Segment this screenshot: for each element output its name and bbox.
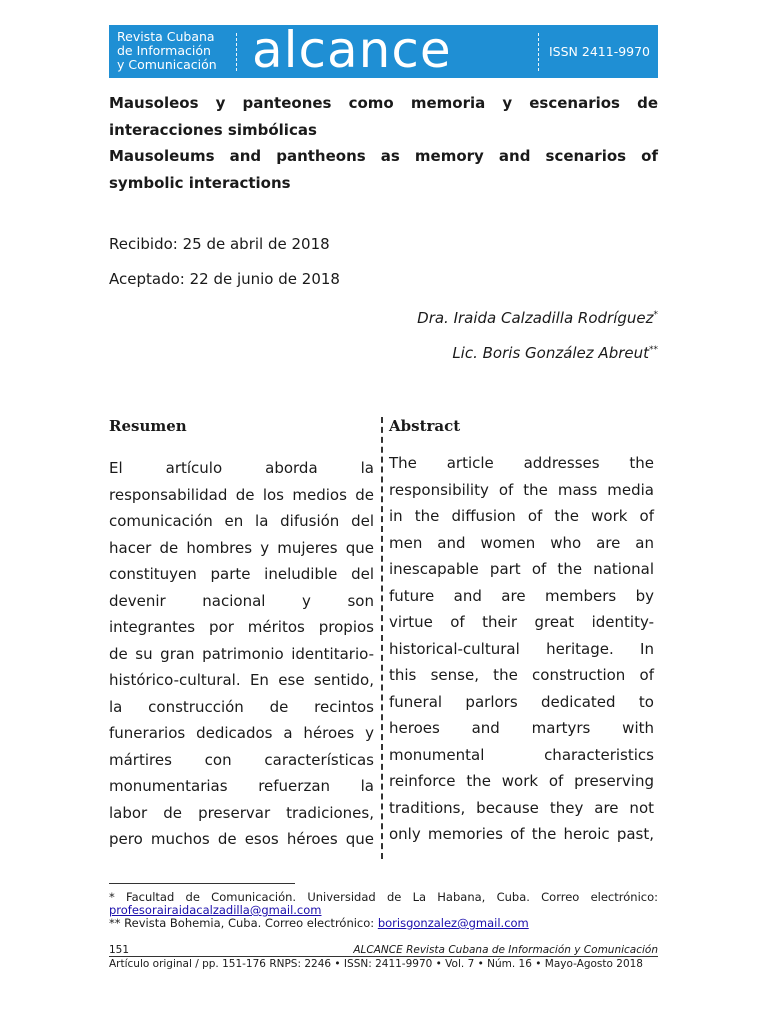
abstract-line: only memories of the heroic past, [389, 825, 654, 843]
journal-name [117, 30, 217, 72]
column-divider [381, 417, 383, 859]
issn-label: ISSN 2411-9970 [549, 44, 651, 59]
abstract-line: historical-cultural heritage. In [389, 639, 654, 658]
abstract-line: funeral parlors dedicated to [389, 692, 654, 711]
resumen-line: la construcción de recintos [109, 697, 374, 716]
footer-citation: Artículo original / pp. 151-176 RNPS: 2246 • ISSN: 2411-9970 • Vol. 7 • Núm. 16 • Mayo-Agosto 2018 [109, 958, 643, 970]
resumen-line: El artículo aborda la [109, 459, 374, 477]
abstract-line: monumental characteristics [389, 745, 654, 764]
received-date: Recibido: 25 de abril de 2018 [109, 235, 330, 253]
abstract-line: this sense, the construction of [389, 666, 654, 684]
footnote-1-email-link[interactable]: profesorairaidacalzadilla@gmail.com [109, 903, 322, 917]
abstract-line: men and women who are an [389, 533, 654, 552]
title-english: Mausoleums and pantheons as memory and scenarios of symbolic interactions [109, 147, 658, 192]
abstract-line: heroes and martyrs with [389, 719, 654, 737]
footer-journal-name: ALCANCE Revista Cubana de Información y Comunicación [353, 944, 658, 956]
abstract-line: traditions, because they are not [389, 798, 654, 817]
resumen-body [109, 455, 374, 853]
journal-name-line: Revista Cubana [117, 29, 215, 44]
journal-banner [109, 25, 658, 78]
author-1 [417, 309, 658, 327]
abstract-line: future and are members by [389, 586, 654, 605]
footnote-mark: * [653, 310, 658, 320]
alcance-logo: alcance [252, 25, 452, 78]
resumen-line: comunicación en la difusión del [109, 512, 374, 530]
resumen-line: pero muchos de esos héroes que [109, 830, 374, 848]
title-spanish: Mausoleos y panteones como memoria y escenarios de interacciones simbólicas [109, 94, 658, 139]
footer-rule [109, 956, 658, 957]
resumen-line: hacer de hombres y mujeres que [109, 538, 374, 557]
footnote-mark: ** [649, 345, 658, 355]
resumen-line: funerarios dedicados a héroes y [109, 724, 374, 742]
footnote-2-email-link[interactable]: borisgonzalez@gmail.com [377, 916, 529, 930]
abstract-heading: Abstract [389, 417, 461, 435]
resumen-line: responsabilidad de los medios de [109, 485, 374, 504]
footer-header [109, 944, 658, 956]
resumen-line: histórico-cultural. En ese sentido, [109, 671, 374, 689]
abstract-line: reinforce the work of preserving [389, 772, 654, 790]
resumen-heading: Resumen [109, 417, 187, 435]
resumen-line: integrantes por méritos propios [109, 618, 374, 636]
abstract-body [389, 450, 654, 848]
accepted-date: Aceptado: 22 de junio de 2018 [109, 270, 340, 288]
banner-divider [236, 33, 237, 71]
footnote-rule [109, 883, 295, 884]
abstract-line: virtue of their great identity- [389, 613, 654, 631]
abstract-line: inescapable part of the national [389, 560, 654, 578]
footnote-2 [109, 917, 658, 930]
footnote-2-text: ** Revista Bohemia, Cuba. Correo electrónico: [109, 916, 378, 930]
journal-name-line: y Comunicación [117, 57, 217, 72]
page-number: 151 [109, 944, 130, 956]
abstract-line: The article addresses the [389, 454, 654, 472]
resumen-line: labor de preservar tradiciones, [109, 803, 374, 822]
author-2 [452, 344, 658, 362]
resumen-line: de su gran patrimonio identitario- [109, 644, 374, 663]
journal-name-line: de Información [117, 43, 211, 58]
author-name: Dra. Iraida Calzadilla Rodríguez [417, 309, 654, 327]
resumen-line: constituyen parte ineludible del [109, 565, 374, 583]
footnote-1: * Facultad de Comunicación. Universidad de La Habana, Cuba. Correo electrónico: [109, 890, 658, 904]
abstract-line: in the diffusion of the work of [389, 507, 654, 525]
resumen-line: monumentarias refuerzan la [109, 777, 374, 795]
author-name: Lic. Boris González Abreut [452, 344, 649, 362]
resumen-line: devenir nacional y son [109, 591, 374, 610]
abstract-line: responsibility of the mass media [389, 480, 654, 499]
banner-divider [538, 33, 539, 71]
resumen-line: mártires con características [109, 750, 374, 769]
